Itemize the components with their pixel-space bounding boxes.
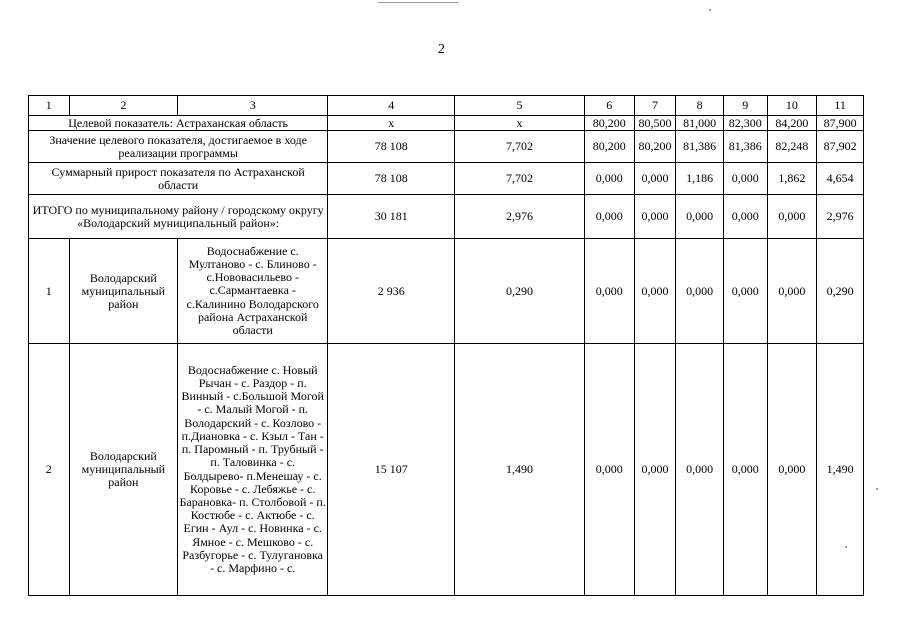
scan-speck bbox=[845, 546, 847, 548]
cell: 15 107 bbox=[328, 344, 455, 596]
header-cell: 4 bbox=[328, 96, 455, 116]
cell: x bbox=[455, 116, 585, 131]
cell: 7,702 bbox=[455, 163, 585, 195]
cell: 1,862 bbox=[767, 163, 817, 195]
cell: 0,000 bbox=[584, 344, 634, 596]
item-number: 1 bbox=[29, 239, 70, 344]
cell: 0,000 bbox=[676, 195, 724, 239]
cell: 81,386 bbox=[723, 131, 767, 163]
header-cell: 10 bbox=[767, 96, 817, 116]
cell: 0,000 bbox=[584, 239, 634, 344]
cell: x bbox=[328, 116, 455, 131]
cell: 0,000 bbox=[767, 195, 817, 239]
cell: 82,300 bbox=[723, 116, 767, 131]
cell: 0,290 bbox=[817, 239, 864, 344]
achieved-value-row bbox=[29, 131, 864, 163]
item-row bbox=[29, 344, 864, 596]
cell: 0,000 bbox=[634, 344, 676, 596]
cell: 80,200 bbox=[584, 131, 634, 163]
row-label: Целевой показатель: Астраханская область bbox=[29, 116, 328, 131]
cell: 0,000 bbox=[723, 344, 767, 596]
object-description: Водоснабжение с. Новый Рычан - с. Раздор - п. Винный - с.Большой Могой - с. Малый Могой - п. Володарский - с. Козлово - п.Диановка - с. Кзыл - Тан - п. Паромный - п. Трубный - п. Таловинка - с. Болдырево- п.Менешау - с. Коровье - с. Лебяжье - с. Барановка- п. Столбовой - п. Костюбе - с. Актюбе - с. Егин - Аул - с. Новинка - с. Ямное - с. Мешково - с. Разбугорье - с. Тулугановка - с. Марфино - с. bbox=[178, 344, 328, 596]
cell: 78 108 bbox=[328, 131, 455, 163]
row-label: ИТОГО по муниципальному району / городскому округу «Володарский муниципальный район»: bbox=[29, 195, 328, 239]
cell: 0,000 bbox=[767, 344, 817, 596]
cell: 1,186 bbox=[676, 163, 724, 195]
cell: 1,490 bbox=[817, 344, 864, 596]
header-cell: 11 bbox=[817, 96, 864, 116]
scan-speck bbox=[709, 9, 711, 11]
header-cell: 8 bbox=[676, 96, 724, 116]
cell: 81,000 bbox=[676, 116, 724, 131]
cell: 80,500 bbox=[634, 116, 676, 131]
header-cell: 9 bbox=[723, 96, 767, 116]
header-cell: 6 bbox=[584, 96, 634, 116]
object-description: Водоснабжение с. Мултаново - с. Блиново - с.Нововасильево - с.Сармантаевка - с.Калинино Володарского района Астраханской области bbox=[178, 239, 328, 344]
row-label: Значение целевого показателя, достигаемое в ходе реализации программы bbox=[29, 131, 328, 163]
page-number: 2 bbox=[438, 42, 445, 57]
district-name: Володарский муниципальный район bbox=[69, 344, 178, 596]
cell: 84,200 bbox=[767, 116, 817, 131]
header-cell: 2 bbox=[69, 96, 178, 116]
item-number: 2 bbox=[29, 344, 70, 596]
header-cell: 3 bbox=[178, 96, 328, 116]
header-cell: 5 bbox=[455, 96, 585, 116]
top-rule bbox=[378, 2, 458, 3]
cell: 2,976 bbox=[817, 195, 864, 239]
item-row bbox=[29, 239, 864, 344]
cell: 80,200 bbox=[584, 116, 634, 131]
cell: 0,000 bbox=[723, 163, 767, 195]
cell: 0,000 bbox=[634, 239, 676, 344]
district-total-row bbox=[29, 195, 864, 239]
cell: 0,000 bbox=[634, 195, 676, 239]
cell: 0,000 bbox=[676, 344, 724, 596]
cell: 1,490 bbox=[455, 344, 585, 596]
cell: 0,000 bbox=[723, 195, 767, 239]
cell: 0,000 bbox=[584, 163, 634, 195]
cell: 87,900 bbox=[817, 116, 864, 131]
cell: 0,000 bbox=[676, 239, 724, 344]
indicator-table bbox=[28, 95, 864, 596]
cell: 0,000 bbox=[634, 163, 676, 195]
cell: 0,290 bbox=[455, 239, 585, 344]
header-cell: 7 bbox=[634, 96, 676, 116]
header-row bbox=[29, 96, 864, 116]
header-cell: 1 bbox=[29, 96, 70, 116]
total-growth-row bbox=[29, 163, 864, 195]
cell: 0,000 bbox=[767, 239, 817, 344]
row-label: Суммарный прирост показателя по Астраханской области bbox=[29, 163, 328, 195]
cell: 82,248 bbox=[767, 131, 817, 163]
cell: 4,654 bbox=[817, 163, 864, 195]
cell: 2,976 bbox=[455, 195, 585, 239]
district-name: Володарский муниципальный район bbox=[69, 239, 178, 344]
cell: 87,902 bbox=[817, 131, 864, 163]
cell: 80,200 bbox=[634, 131, 676, 163]
cell: 7,702 bbox=[455, 131, 585, 163]
cell: 2 936 bbox=[328, 239, 455, 344]
cell: 81,386 bbox=[676, 131, 724, 163]
scan-speck bbox=[876, 488, 878, 490]
cell: 0,000 bbox=[584, 195, 634, 239]
cell: 78 108 bbox=[328, 163, 455, 195]
cell: 0,000 bbox=[723, 239, 767, 344]
target-indicator-row bbox=[29, 116, 864, 131]
cell: 30 181 bbox=[328, 195, 455, 239]
